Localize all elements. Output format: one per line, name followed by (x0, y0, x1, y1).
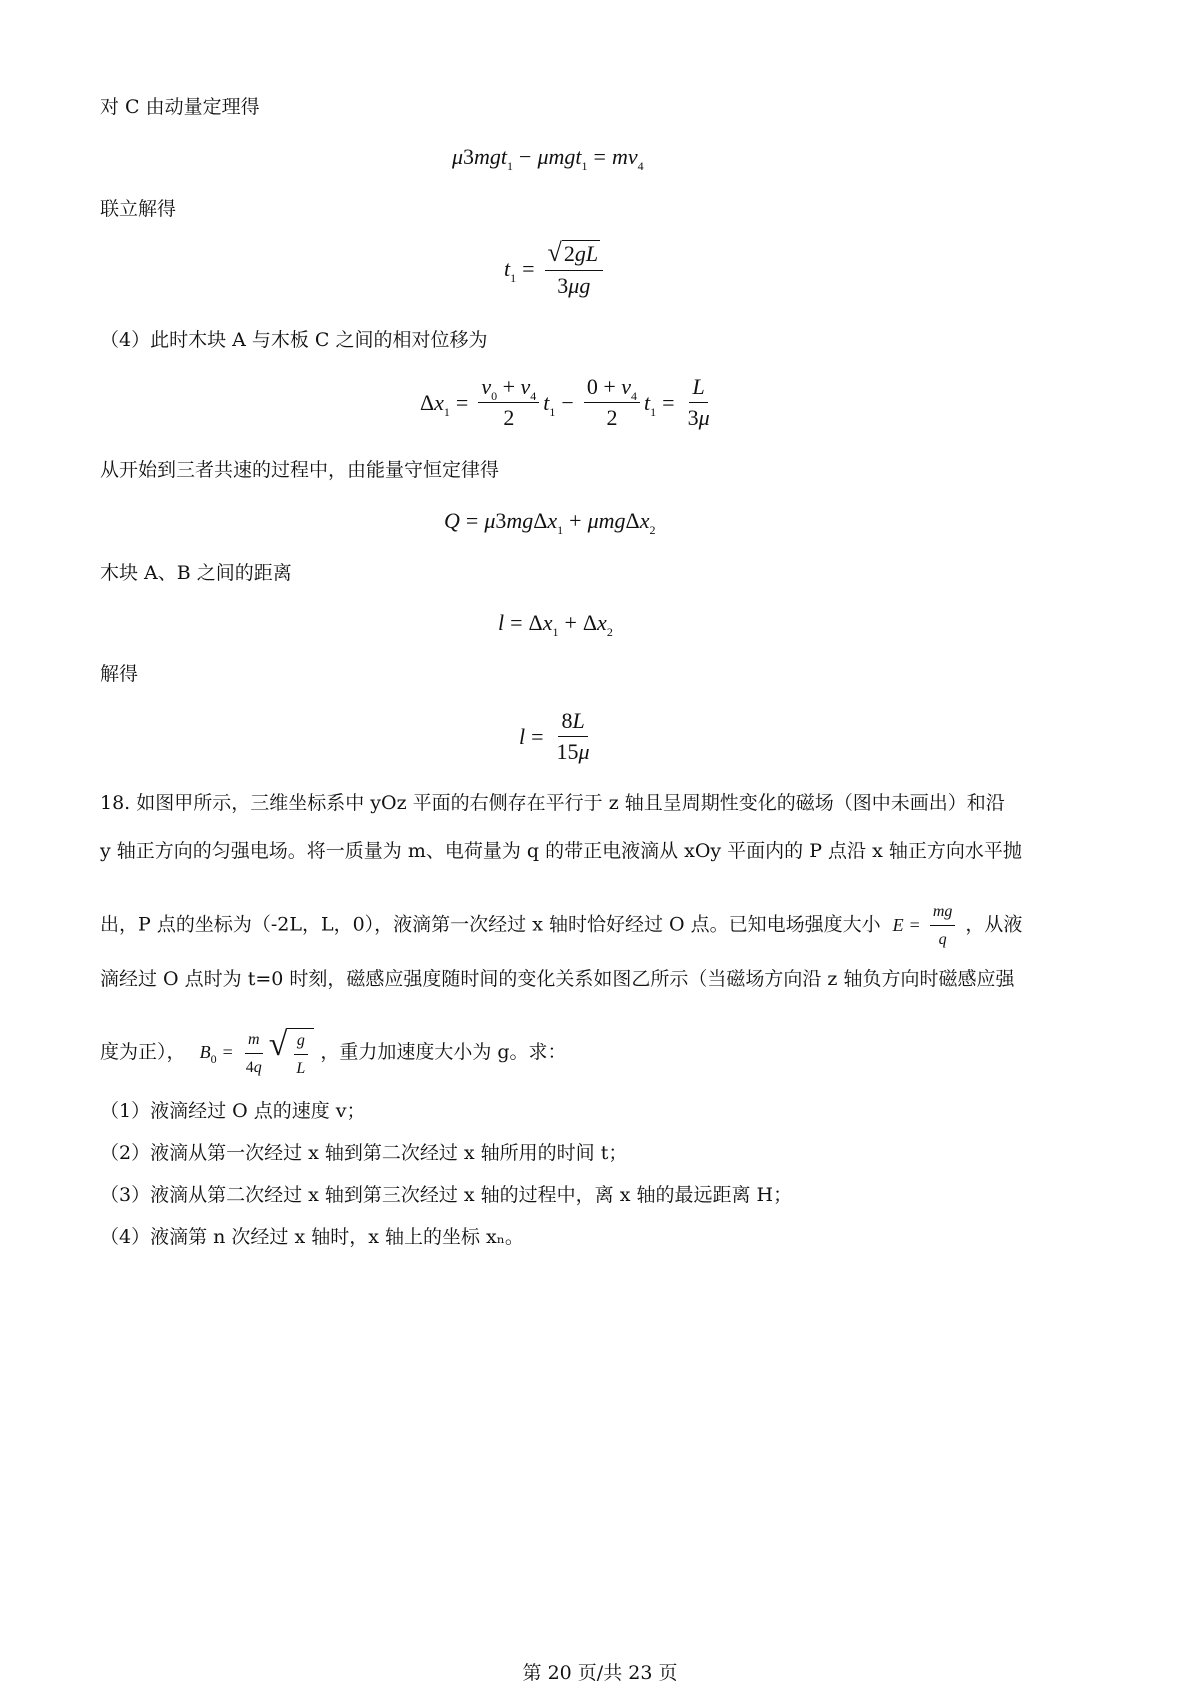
text-combine: 联立解得 (100, 198, 177, 220)
text-c-momentum: 对 C 由动量定理得 (100, 96, 260, 118)
equation-l-result: l = $\frac{8L}{15\mu}$ (519, 708, 590, 764)
problem18-line5-pre: 度为正）， (100, 1041, 186, 1064)
problem18-line3-pre: 出，P 点的坐标为（-2L，L，0），液滴第一次经过 x 轴时恰好经过 O 点。已知电场强度大小 (100, 913, 881, 936)
problem18-line2: y 轴正方向的匀强电场。将一质量为 m、电荷量为 q 的带正电液滴从 xOy 平面内的 P 点沿 x 轴正方向水平抛 (100, 840, 1022, 862)
question-3: （3）液滴从第二次经过 x 轴到第三次经过 x 轴的过程中，离 x 轴的最远距离 H； (100, 1184, 793, 1206)
problem18-line3-post: ，从液 (965, 913, 1023, 936)
equation-e-field: E = $\frac{mg}{q}$ (893, 902, 960, 949)
text-part4-relative: （4）此时木块 A 与木板 C 之间的相对位移为 (100, 329, 488, 351)
text-energy: 从开始到三者共速的过程中，由能量守恒定律得 (100, 459, 500, 481)
question-1: （1）液滴经过 O 点的速度 v； (100, 1100, 366, 1122)
equation-delta-x1: $\Delta x_1$ = $\frac{v_0 + v_4}{2}$ $t_1$ − $\frac{0 + v_4}{2}$ $t_1$ = $\frac{L}{3\mu}$ (420, 374, 710, 430)
problem18-line3 (100, 902, 1022, 949)
equation-b0: B 0 = $\frac{m}{4q}$ √ $\frac{g}{L}$ (200, 1028, 315, 1078)
equation-q: Q = μ3mgΔx$_1$ + μmgΔx$_2$ (444, 508, 656, 537)
equation-l-sum: l = $\Delta x_1$ + $\Delta x_2$ (498, 610, 613, 639)
text-distance-ab: 木块 A、B 之间的距离 (100, 562, 292, 584)
question-4: （4）液滴第 n 次经过 x 轴时，x 轴上的坐标 xₙ。 (100, 1226, 524, 1248)
problem18-line5 (100, 1028, 567, 1078)
problem18-line4: 滴经过 O 点时为 t=0 时刻，磁感应强度随时间的变化关系如图乙所示（当磁场方向沿 z 轴负方向时磁感应强 (100, 968, 1015, 990)
problem18-line1: 18. 如图甲所示，三维坐标系中 yOz 平面的右侧存在平行于 z 轴且呈周期性变化的磁场（图中未画出）和沿 (100, 792, 1005, 814)
text-solve: 解得 (100, 663, 139, 685)
problem18-line5-post: ，重力加速度大小为 g。求： (320, 1041, 567, 1064)
question-2: （2）液滴从第一次经过 x 轴到第二次经过 x 轴所用的时间 t； (100, 1142, 628, 1164)
page-footer: 第 20 页/共 23 页 (522, 1662, 678, 1684)
equation-t1: $t_1$ = √ 2gL 3μg (504, 240, 607, 297)
equation-momentum-c: μ3mgt$_1$ − μmgt$_1$ = $mv_4$ (452, 144, 644, 173)
